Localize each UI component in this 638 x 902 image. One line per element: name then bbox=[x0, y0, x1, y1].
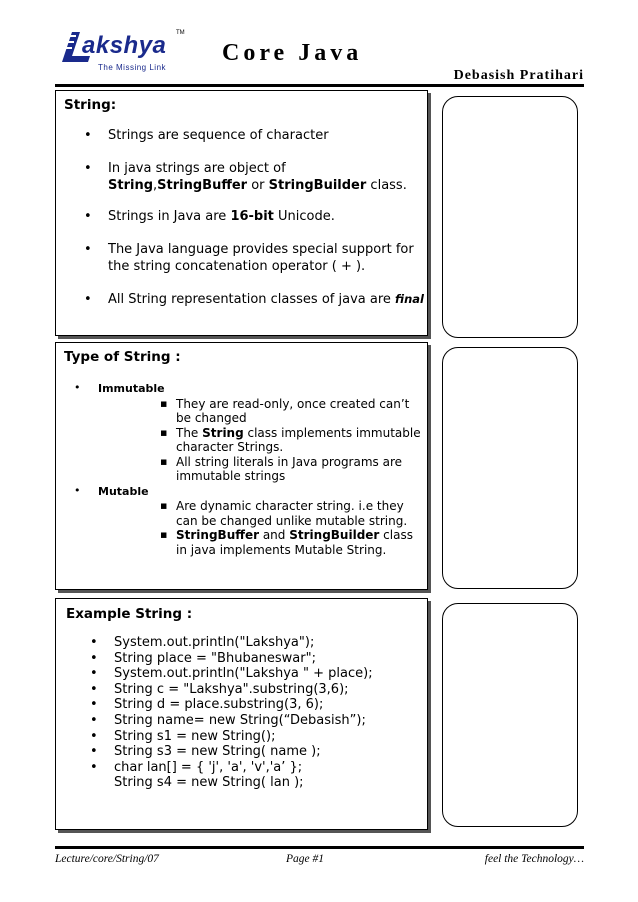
author-name: Debasish Pratihari bbox=[453, 68, 584, 83]
code-line: String s4 = new String( lan ); bbox=[114, 775, 304, 791]
header-rule bbox=[55, 84, 584, 87]
example-string-section bbox=[55, 598, 428, 830]
list-item: • In java strings are object of String,StringBuffer or StringBuilder class. bbox=[84, 160, 424, 194]
footer-tagline: feel the Technology… bbox=[484, 853, 584, 865]
list-item: ▪ All string literals in Java programs are immutable strings bbox=[160, 455, 424, 484]
list-item: • Strings in Java are 16-bit Unicode. bbox=[84, 208, 424, 225]
category-label: Mutable bbox=[98, 484, 149, 498]
section-heading: String: bbox=[64, 97, 117, 113]
code-line: • String place = "Bhubaneswar"; bbox=[90, 651, 420, 667]
immutable-points bbox=[160, 397, 424, 484]
footer-page-number: Page #1 bbox=[286, 853, 325, 865]
mutable-points bbox=[160, 499, 424, 557]
list-item: ▪ StringBuffer and StringBuilder class in java implements Mutable String. bbox=[160, 528, 424, 557]
code-line: • String d = place.substring(3, 6); bbox=[90, 697, 420, 713]
logo-wordmark: akshya bbox=[82, 32, 167, 59]
code-line: • char lan[] = { 'j', 'a', 'v','a’ }; bbox=[90, 760, 420, 776]
list-item: ▪ They are read-only, once created can’t be changed bbox=[160, 397, 424, 426]
section-heading: Type of String : bbox=[64, 349, 181, 365]
list-item: • All String representation classes of java are final bbox=[84, 291, 424, 308]
category-label: Immutable bbox=[98, 382, 165, 395]
code-line: • System.out.println("Lakshya " + place); bbox=[90, 666, 420, 682]
list-item: • Strings are sequence of character bbox=[84, 127, 424, 144]
footer-rule bbox=[55, 846, 584, 849]
page-title: Core Java bbox=[222, 40, 363, 66]
string-facts-list bbox=[84, 127, 424, 324]
code-line: • String c = "Lakshya".substring(3,6); bbox=[90, 682, 420, 698]
notes-panel bbox=[442, 603, 578, 827]
section-heading: Example String : bbox=[66, 606, 193, 622]
list-item bbox=[74, 381, 424, 484]
logo-trademark: TM bbox=[176, 30, 185, 36]
footer-lecture-ref: Lecture/core/String/07 bbox=[55, 853, 159, 865]
code-line: • String name= new String(“Debasish”); bbox=[90, 713, 420, 729]
notes-panel bbox=[442, 347, 578, 589]
code-example-list bbox=[90, 635, 420, 791]
list-item bbox=[74, 484, 424, 558]
notes-panel bbox=[442, 96, 578, 338]
logo-tagline: The Missing Link bbox=[98, 63, 167, 72]
code-line: • String s3 = new String( name ); bbox=[90, 744, 420, 760]
lakshya-logo bbox=[58, 30, 190, 80]
string-section bbox=[55, 90, 428, 336]
code-line: • String s1 = new String(); bbox=[90, 729, 420, 745]
list-item: • The Java language provides special support for the string concatenation operator ( + ). bbox=[84, 241, 424, 275]
string-types-list bbox=[74, 381, 424, 557]
list-item: ▪ Are dynamic character string. i.e they can be changed unlike mutable string. bbox=[160, 499, 424, 528]
list-item: ▪ The String class implements immutable character Strings. bbox=[160, 426, 424, 455]
type-of-string-section bbox=[55, 342, 428, 590]
code-line: • System.out.println("Lakshya"); bbox=[90, 635, 420, 651]
